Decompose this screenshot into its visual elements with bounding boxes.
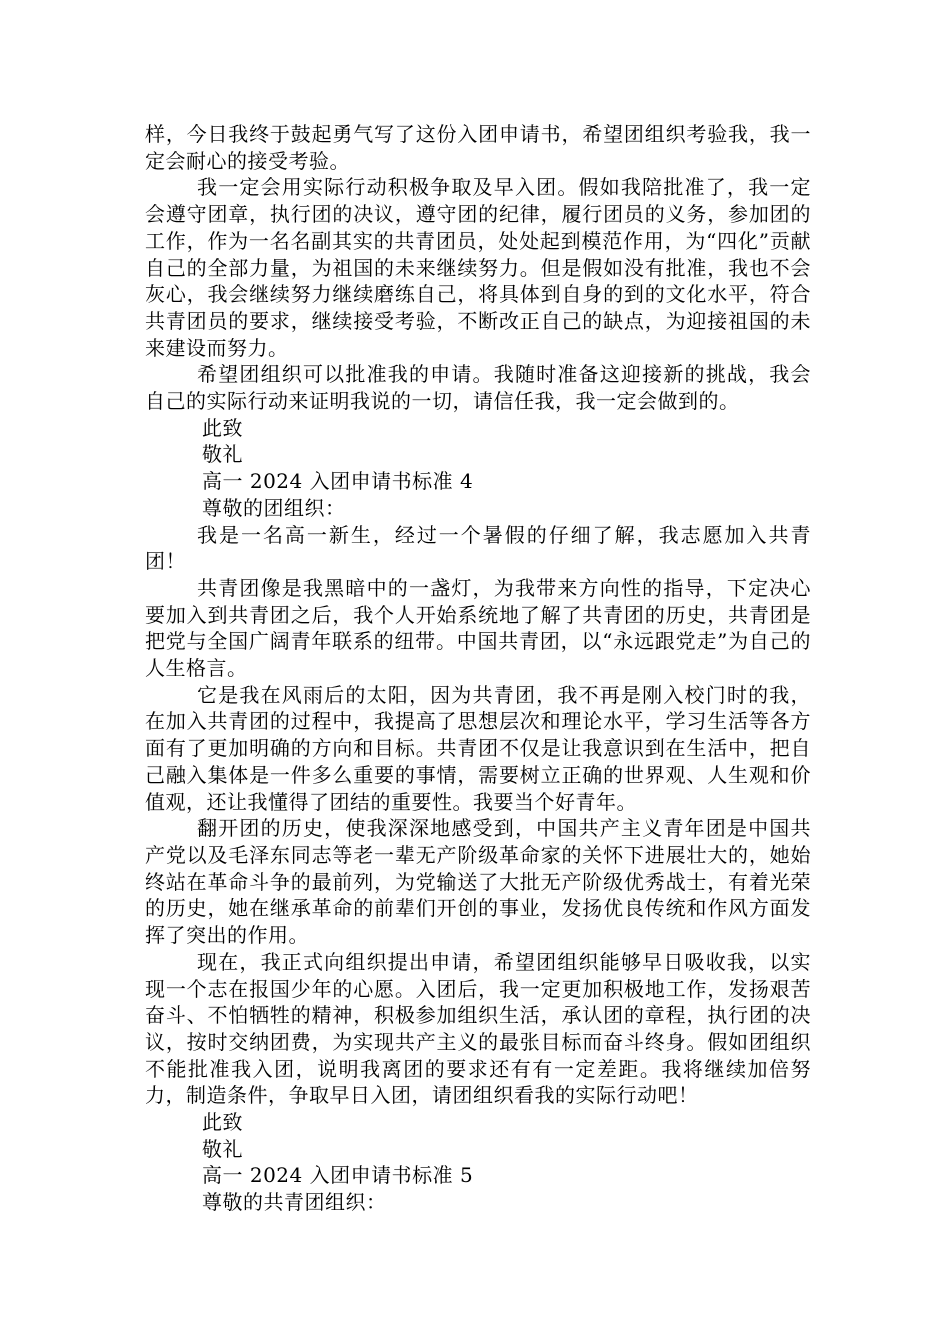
closing-salutation: 此致 (202, 1110, 243, 1135)
paragraph: 它是我在风雨后的太阳，因为共青团，我不再是刚入校门时的我，在加入共青团的过程中，我提高了思想层次和理论水平，学习生活等各方面有了更加明确的方向和目标。共青团不仅是让我意识到在生活中，把自己融入集体是一件多么重要的事情，需要树立正确的世界观、人生观和价值观，还让我懂得了团结的重要性。我要当个好青年。 (145, 682, 811, 814)
paragraph: 共青团像是我黑暗中的一盏灯，为我带来方向性的指导，下定决心要加入到共青团之后，我个人开始系统地了解了共青团的历史，共青团是把党与全国广阔青年联系的纽带。中国共青团，以“永远跟党走”为自己的人生格言。 (145, 575, 811, 681)
closing-regards: 敬礼 (202, 442, 243, 467)
greeting: 尊敬的团组织： (202, 495, 346, 520)
closing-regards: 敬礼 (202, 1136, 243, 1161)
greeting: 尊敬的共青团组织： (202, 1190, 387, 1215)
paragraph-continuation: 样，今日我终于鼓起勇气写了这份入团申请书，希望团组织考验我，我一定会耐心的接受考验。 (145, 122, 811, 173)
section-heading: 高一 2024 入团申请书标准 5 (202, 1163, 474, 1188)
closing-salutation: 此致 (202, 415, 243, 440)
section-heading: 高一 2024 入团申请书标准 4 (202, 469, 474, 494)
document-body (145, 121, 811, 1216)
paragraph: 翻开团的历史，使我深深地感受到，中国共产主义青年团是中国共产党以及毛泽东同志等老一辈无产阶级革命家的关怀下进展壮大的，她始终站在革命斗争的最前列，为党输送了大批无产阶级优秀战士，有着光荣的历史，她在继承革命的前辈们开创的事业，发扬优良传统和作风方面发挥了突出的作用。 (145, 816, 811, 948)
paragraph: 希望团组织可以批准我的申请。我随时准备这迎接新的挑战，我会自己的实际行动来证明我说的一切，请信任我，我一定会做到的。 (145, 362, 811, 414)
paragraph: 我是一名高一新生，经过一个暑假的仔细了解，我志愿加入共青团！ (145, 522, 811, 574)
paragraph: 我一定会用实际行动积极争取及早入团。假如我陪批准了，我一定会遵守团章，执行团的决议，遵守团的纪律，履行团员的义务，参加团的工作，作为一名名副其实的共青团员，处处起到模范作用，为“四化”贡献自己的全部力量，为祖国的未来继续努力。但是假如没有批准，我也不会灰心，我会继续努力继续磨练自己，将具体到自身的到的文化水平，符合共青团员的要求，继续接受考验，不断改正自己的缺点，为迎接祖国的未来建设而努力。 (145, 175, 811, 360)
paragraph: 现在，我正式向组织提出申请，希望团组织能够早日吸收我，以实现一个志在报国少年的心愿。入团后，我一定更加积极地工作，发扬艰苦奋斗、不怕牺牲的精神，积极参加组织生活，承认团的章程，执行团的决议，按时交纳团费，为实现共产主义的最张目标而奋斗终身。假如团组织不能批准我入团，说明我离团的要求还有有一定差距。我将继续加倍努力，制造条件，争取早日入团，请团组织看我的实际行动吧！ (145, 949, 811, 1108)
